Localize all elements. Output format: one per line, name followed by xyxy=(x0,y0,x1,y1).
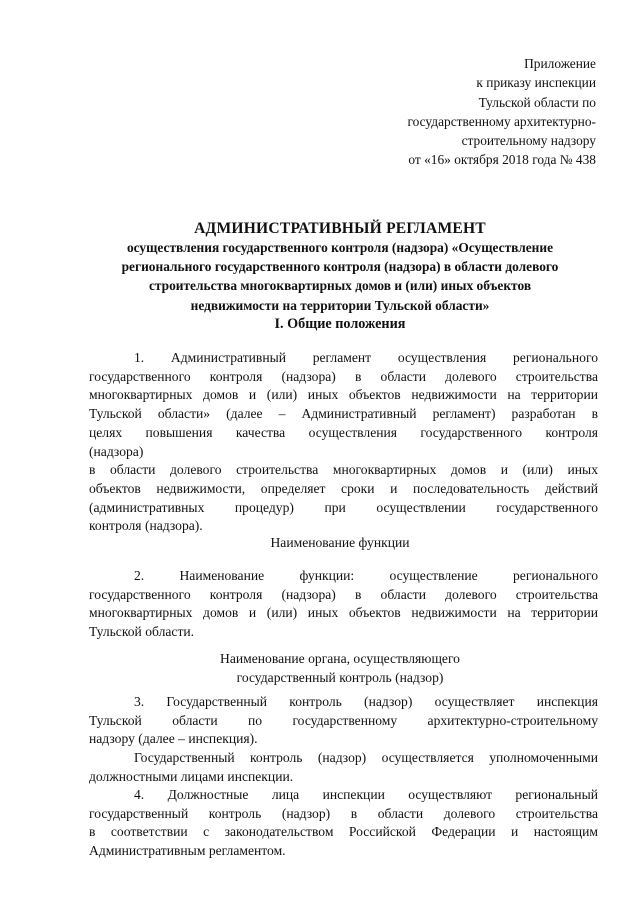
paragraph-line: (надзора) xyxy=(89,443,144,459)
appendix-line: от «16» октября 2018 года № 438 xyxy=(408,152,596,168)
heading-function: Наименование функции xyxy=(270,535,410,550)
paragraph-line: Государственный контроль (надзор) осуществляется уполномоченными xyxy=(134,750,598,766)
paragraph-3 xyxy=(89,693,598,787)
subtitle-line: недвижимости на территории Тульской области» xyxy=(190,297,490,313)
paragraph-2 xyxy=(89,567,598,642)
subtitle-line: строительства многоквартирных домов и (или) иных объектов xyxy=(148,278,532,294)
paragraph-line: контроля (надзора). xyxy=(89,518,203,534)
paragraph-line: государственного контроля (надзора) в области долевого строительства xyxy=(89,368,598,384)
paragraph-line: 3. Государственный контроль (надзор) осуществляет инспекция xyxy=(134,694,598,709)
paragraph-line: Тульской области» (далее – Административный регламент) разработан в xyxy=(89,406,598,422)
paragraph-line: многоквартирных домов и (или) иных объектов недвижимости на территории xyxy=(89,605,598,621)
heading-line: государственный контроль (надзор) xyxy=(236,670,444,686)
section-heading: I. Общие положения xyxy=(274,316,406,332)
paragraph-line: государственного контроля (надзора) в области долевого строительства xyxy=(89,586,598,602)
paragraph-line: в соответствии с законодательством Российской Федерации и настоящим xyxy=(89,824,598,840)
paragraph-line: целях повышения качества осуществления государственного контроля xyxy=(89,424,598,440)
paragraph-4 xyxy=(89,786,598,861)
appendix-line: к приказу инспекции xyxy=(476,75,596,91)
paragraph-line: (административных процедур) при осуществлении государственного xyxy=(89,499,598,515)
paragraph-line: должностными лицами инспекции. xyxy=(89,768,294,784)
paragraph-line: Тульской области. xyxy=(89,624,195,640)
appendix-block xyxy=(407,54,596,170)
document-subtitle xyxy=(60,238,620,315)
heading-organ xyxy=(60,649,620,688)
appendix-line: государственному архитектурно- xyxy=(407,113,596,129)
document-title: АДМИНИСТРАТИВНЫЙ РЕГЛАМЕНТ xyxy=(194,220,486,237)
appendix-line: Тульской области по xyxy=(478,94,596,110)
subtitle-line: осуществления государственного контроля (надзора) «Осуществление xyxy=(126,240,554,255)
paragraph-line: 2. Наименование функции: осуществление регионального xyxy=(134,568,598,583)
paragraph-line: государственный контроль (надзор) в области долевого строительства xyxy=(89,805,598,821)
subtitle-line: регионального государственного контроля (надзора) в области долевого xyxy=(121,259,559,275)
appendix-line: строительному надзору xyxy=(461,133,596,149)
title-block xyxy=(60,219,620,315)
heading-line: Наименование органа, осуществляющего xyxy=(220,651,460,666)
paragraph-line: многоквартирных домов и (или) иных объектов недвижимости на территории xyxy=(89,387,598,403)
appendix-line: Приложение xyxy=(524,56,596,71)
paragraph-line: Тульской области по государственному архитектурно-строительному xyxy=(89,712,598,728)
paragraph-line: надзору (далее – инспекция). xyxy=(89,731,258,747)
paragraph-line: в области долевого строительства многоквартирных домов и (или) иных xyxy=(89,462,598,478)
paragraph-1 xyxy=(89,349,598,536)
paragraph-line: объектов недвижимости, определяет сроки и последовательность действий xyxy=(89,480,598,496)
paragraph-line: 4. Должностные лица инспекции осуществляют региональный xyxy=(134,787,598,802)
paragraph-line: 1. Административный регламент осуществления регионального xyxy=(134,350,598,365)
paragraph-line: Административным регламентом. xyxy=(89,843,286,859)
